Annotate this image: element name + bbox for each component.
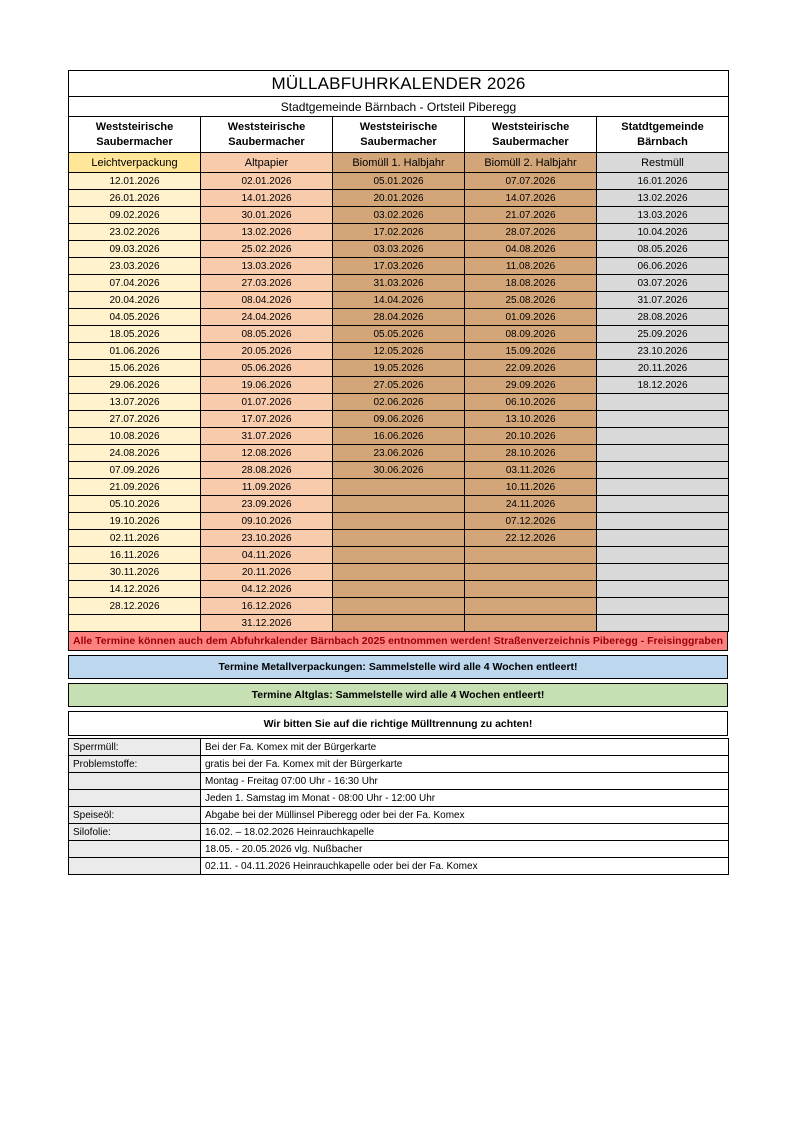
- info-value: 16.02. – 18.02.2026 Heinrauchkapelle: [201, 824, 729, 841]
- info-row: [69, 756, 729, 773]
- info-value: 02.11. - 04.11.2026 Heinrauchkapelle oder bei der Fa. Komex: [201, 858, 729, 875]
- date-cell: 27.07.2026: [69, 411, 201, 428]
- date-row: [69, 581, 729, 598]
- date-cell: [597, 581, 729, 598]
- info-row: [69, 773, 729, 790]
- notice-banner-altglas: Termine Altglas: Sammelstelle wird alle 4 Wochen entleert!: [68, 683, 728, 707]
- info-label: Silofolie:: [69, 824, 201, 841]
- date-cell: 14.01.2026: [201, 190, 333, 207]
- category-header-leichtverpackung: Leichtverpackung: [69, 153, 201, 173]
- info-label: [69, 773, 201, 790]
- date-cell: 08.04.2026: [201, 292, 333, 309]
- date-cell: 18.05.2026: [69, 326, 201, 343]
- date-cell: 24.04.2026: [201, 309, 333, 326]
- info-row: [69, 841, 729, 858]
- date-cell: 05.10.2026: [69, 496, 201, 513]
- date-cell: 12.01.2026: [69, 173, 201, 190]
- date-cell: 06.06.2026: [597, 258, 729, 275]
- info-label: Speiseöl:: [69, 807, 201, 824]
- date-cell: 08.09.2026: [465, 326, 597, 343]
- date-cell: [69, 615, 201, 632]
- date-cell: 22.12.2026: [465, 530, 597, 547]
- date-cell: 03.11.2026: [465, 462, 597, 479]
- date-cell: 20.11.2026: [201, 564, 333, 581]
- date-cell: [597, 394, 729, 411]
- info-label: [69, 858, 201, 875]
- date-cell: 16.01.2026: [597, 173, 729, 190]
- date-cell: [597, 564, 729, 581]
- info-value: gratis bei der Fa. Komex mit der Bürgerkarte: [201, 756, 729, 773]
- date-cell: 21.07.2026: [465, 207, 597, 224]
- date-cell: 24.11.2026: [465, 496, 597, 513]
- date-cell: 18.08.2026: [465, 275, 597, 292]
- date-cell: 07.07.2026: [465, 173, 597, 190]
- category-header-biomuell-2: Biomüll 2. Halbjahr: [465, 153, 597, 173]
- date-cell: 20.01.2026: [333, 190, 465, 207]
- info-label: [69, 841, 201, 858]
- date-cell: 19.05.2026: [333, 360, 465, 377]
- date-row: [69, 411, 729, 428]
- info-row: [69, 858, 729, 875]
- date-cell: 04.05.2026: [69, 309, 201, 326]
- date-cell: 18.12.2026: [597, 377, 729, 394]
- date-row: [69, 343, 729, 360]
- notice-banner-muelltrennung: Wir bitten Sie auf die richtige Mülltrennung zu achten!: [68, 711, 728, 736]
- date-cell: 20.05.2026: [201, 343, 333, 360]
- date-row: [69, 326, 729, 343]
- category-header-biomuell-1: Biomüll 1. Halbjahr: [333, 153, 465, 173]
- date-cell: 31.07.2026: [201, 428, 333, 445]
- date-cell: [465, 598, 597, 615]
- date-cell: 19.10.2026: [69, 513, 201, 530]
- date-cell: 13.02.2026: [201, 224, 333, 241]
- info-value: Jeden 1. Samstag im Monat - 08:00 Uhr - 12:00 Uhr: [201, 790, 729, 807]
- date-cell: 09.10.2026: [201, 513, 333, 530]
- date-cell: [597, 462, 729, 479]
- date-cell: [333, 615, 465, 632]
- date-cell: 28.12.2026: [69, 598, 201, 615]
- date-row: [69, 360, 729, 377]
- date-cell: 17.02.2026: [333, 224, 465, 241]
- date-row: [69, 462, 729, 479]
- date-cell: 13.03.2026: [597, 207, 729, 224]
- date-cell: 29.09.2026: [465, 377, 597, 394]
- date-cell: 31.07.2026: [597, 292, 729, 309]
- date-cell: [333, 496, 465, 513]
- date-row: [69, 173, 729, 190]
- info-label: Problemstoffe:: [69, 756, 201, 773]
- subtitle-row: [69, 97, 729, 117]
- date-cell: [597, 513, 729, 530]
- date-row: [69, 377, 729, 394]
- category-header-altpapier: Altpapier: [201, 153, 333, 173]
- date-row: [69, 598, 729, 615]
- date-cell: 28.08.2026: [201, 462, 333, 479]
- date-cell: 03.02.2026: [333, 207, 465, 224]
- dates-body: [69, 173, 729, 632]
- date-cell: [597, 479, 729, 496]
- date-cell: 26.01.2026: [69, 190, 201, 207]
- date-cell: 04.11.2026: [201, 547, 333, 564]
- info-row: [69, 790, 729, 807]
- date-cell: 20.10.2026: [465, 428, 597, 445]
- org-header: Weststeirische Saubermacher: [465, 117, 597, 153]
- date-cell: 04.12.2026: [201, 581, 333, 598]
- date-cell: [597, 598, 729, 615]
- info-row: [69, 807, 729, 824]
- date-cell: [597, 411, 729, 428]
- date-cell: [333, 598, 465, 615]
- date-cell: 27.03.2026: [201, 275, 333, 292]
- date-cell: [465, 581, 597, 598]
- category-header-row: [69, 153, 729, 173]
- date-cell: 25.08.2026: [465, 292, 597, 309]
- date-cell: 12.08.2026: [201, 445, 333, 462]
- date-cell: 24.08.2026: [69, 445, 201, 462]
- date-cell: 13.10.2026: [465, 411, 597, 428]
- date-cell: 28.07.2026: [465, 224, 597, 241]
- date-cell: [333, 547, 465, 564]
- date-cell: 05.01.2026: [333, 173, 465, 190]
- date-cell: 14.12.2026: [69, 581, 201, 598]
- date-cell: 11.09.2026: [201, 479, 333, 496]
- date-row: [69, 428, 729, 445]
- date-row: [69, 564, 729, 581]
- date-row: [69, 292, 729, 309]
- date-cell: 14.07.2026: [465, 190, 597, 207]
- date-cell: 17.03.2026: [333, 258, 465, 275]
- date-cell: 16.12.2026: [201, 598, 333, 615]
- title-row: [69, 71, 729, 97]
- org-header-row: [69, 117, 729, 153]
- info-body: [69, 739, 729, 875]
- date-row: [69, 547, 729, 564]
- date-cell: 05.06.2026: [201, 360, 333, 377]
- date-cell: 01.07.2026: [201, 394, 333, 411]
- date-row: [69, 445, 729, 462]
- date-cell: 21.09.2026: [69, 479, 201, 496]
- date-cell: 22.09.2026: [465, 360, 597, 377]
- date-cell: 16.11.2026: [69, 547, 201, 564]
- date-cell: 02.06.2026: [333, 394, 465, 411]
- date-cell: 15.09.2026: [465, 343, 597, 360]
- date-cell: 27.05.2026: [333, 377, 465, 394]
- org-header: Statdtgemeinde Bärnbach: [597, 117, 729, 153]
- date-cell: 01.09.2026: [465, 309, 597, 326]
- page-title: MÜLLABFUHRKALENDER 2026: [69, 71, 729, 97]
- date-row: [69, 479, 729, 496]
- date-cell: 23.03.2026: [69, 258, 201, 275]
- date-cell: 09.02.2026: [69, 207, 201, 224]
- org-header: Weststeirische Saubermacher: [69, 117, 201, 153]
- date-row: [69, 224, 729, 241]
- info-table: [68, 738, 729, 875]
- date-cell: [333, 530, 465, 547]
- date-row: [69, 309, 729, 326]
- date-cell: [597, 547, 729, 564]
- org-header: Weststeirische Saubermacher: [201, 117, 333, 153]
- date-cell: 28.10.2026: [465, 445, 597, 462]
- date-cell: 10.04.2026: [597, 224, 729, 241]
- date-cell: [465, 564, 597, 581]
- notice-banner-metallverpackungen: Termine Metallverpackungen: Sammelstelle wird alle 4 Wochen entleert!: [68, 655, 728, 679]
- date-cell: [465, 547, 597, 564]
- date-row: [69, 513, 729, 530]
- date-row: [69, 496, 729, 513]
- date-cell: 13.02.2026: [597, 190, 729, 207]
- date-cell: 15.06.2026: [69, 360, 201, 377]
- date-cell: 12.05.2026: [333, 343, 465, 360]
- date-cell: 31.03.2026: [333, 275, 465, 292]
- date-cell: [597, 530, 729, 547]
- date-cell: 06.10.2026: [465, 394, 597, 411]
- date-cell: 25.02.2026: [201, 241, 333, 258]
- date-cell: 09.03.2026: [69, 241, 201, 258]
- info-row: [69, 739, 729, 756]
- waste-calendar-table: [68, 70, 729, 632]
- date-cell: [333, 581, 465, 598]
- date-cell: 30.11.2026: [69, 564, 201, 581]
- page-subtitle: Stadtgemeinde Bärnbach - Ortsteil Piberegg: [69, 97, 729, 117]
- org-header: Weststeirische Saubermacher: [333, 117, 465, 153]
- date-cell: 13.07.2026: [69, 394, 201, 411]
- date-row: [69, 530, 729, 547]
- info-label: [69, 790, 201, 807]
- category-header-restmuell: Restmüll: [597, 153, 729, 173]
- info-value: Montag - Freitag 07:00 Uhr - 16:30 Uhr: [201, 773, 729, 790]
- date-cell: 28.04.2026: [333, 309, 465, 326]
- date-cell: 20.11.2026: [597, 360, 729, 377]
- info-row: [69, 824, 729, 841]
- date-cell: 19.06.2026: [201, 377, 333, 394]
- date-cell: 07.12.2026: [465, 513, 597, 530]
- date-row: [69, 615, 729, 632]
- date-cell: 07.04.2026: [69, 275, 201, 292]
- date-cell: [465, 615, 597, 632]
- date-cell: [597, 445, 729, 462]
- calendar-content: [68, 70, 728, 875]
- date-cell: [333, 513, 465, 530]
- date-cell: 03.03.2026: [333, 241, 465, 258]
- date-cell: 23.06.2026: [333, 445, 465, 462]
- info-value: Abgabe bei der Müllinsel Piberegg oder bei der Fa. Komex: [201, 807, 729, 824]
- date-cell: 08.05.2026: [201, 326, 333, 343]
- date-cell: 01.06.2026: [69, 343, 201, 360]
- date-cell: 08.05.2026: [597, 241, 729, 258]
- date-cell: 13.03.2026: [201, 258, 333, 275]
- date-row: [69, 207, 729, 224]
- date-cell: 31.12.2026: [201, 615, 333, 632]
- date-cell: [333, 479, 465, 496]
- date-cell: 20.04.2026: [69, 292, 201, 309]
- date-cell: 09.06.2026: [333, 411, 465, 428]
- date-cell: 25.09.2026: [597, 326, 729, 343]
- date-cell: 23.10.2026: [201, 530, 333, 547]
- info-label: Sperrmüll:: [69, 739, 201, 756]
- info-value: 18.05. - 20.05.2026 vlg. Nußbacher: [201, 841, 729, 858]
- date-cell: 05.05.2026: [333, 326, 465, 343]
- date-cell: 30.01.2026: [201, 207, 333, 224]
- date-cell: 23.02.2026: [69, 224, 201, 241]
- date-cell: 16.06.2026: [333, 428, 465, 445]
- date-cell: [597, 496, 729, 513]
- date-cell: 23.10.2026: [597, 343, 729, 360]
- date-row: [69, 394, 729, 411]
- date-cell: [333, 564, 465, 581]
- date-cell: 11.08.2026: [465, 258, 597, 275]
- date-cell: 02.01.2026: [201, 173, 333, 190]
- date-cell: 07.09.2026: [69, 462, 201, 479]
- date-cell: 29.06.2026: [69, 377, 201, 394]
- date-cell: [597, 615, 729, 632]
- date-cell: 28.08.2026: [597, 309, 729, 326]
- date-row: [69, 241, 729, 258]
- date-row: [69, 190, 729, 207]
- date-cell: [597, 428, 729, 445]
- date-cell: 04.08.2026: [465, 241, 597, 258]
- date-cell: 10.08.2026: [69, 428, 201, 445]
- date-cell: 03.07.2026: [597, 275, 729, 292]
- date-cell: 02.11.2026: [69, 530, 201, 547]
- date-row: [69, 258, 729, 275]
- date-cell: 23.09.2026: [201, 496, 333, 513]
- date-cell: 17.07.2026: [201, 411, 333, 428]
- date-row: [69, 275, 729, 292]
- info-value: Bei der Fa. Komex mit der Bürgerkarte: [201, 739, 729, 756]
- date-cell: 10.11.2026: [465, 479, 597, 496]
- date-cell: 30.06.2026: [333, 462, 465, 479]
- notice-banner-kalender-hinweis: Alle Termine können auch dem Abfuhrkalender Bärnbach 2025 entnommen werden! Straßenverzeichnis Piberegg - Freisinggraben: [68, 631, 728, 651]
- date-cell: 14.04.2026: [333, 292, 465, 309]
